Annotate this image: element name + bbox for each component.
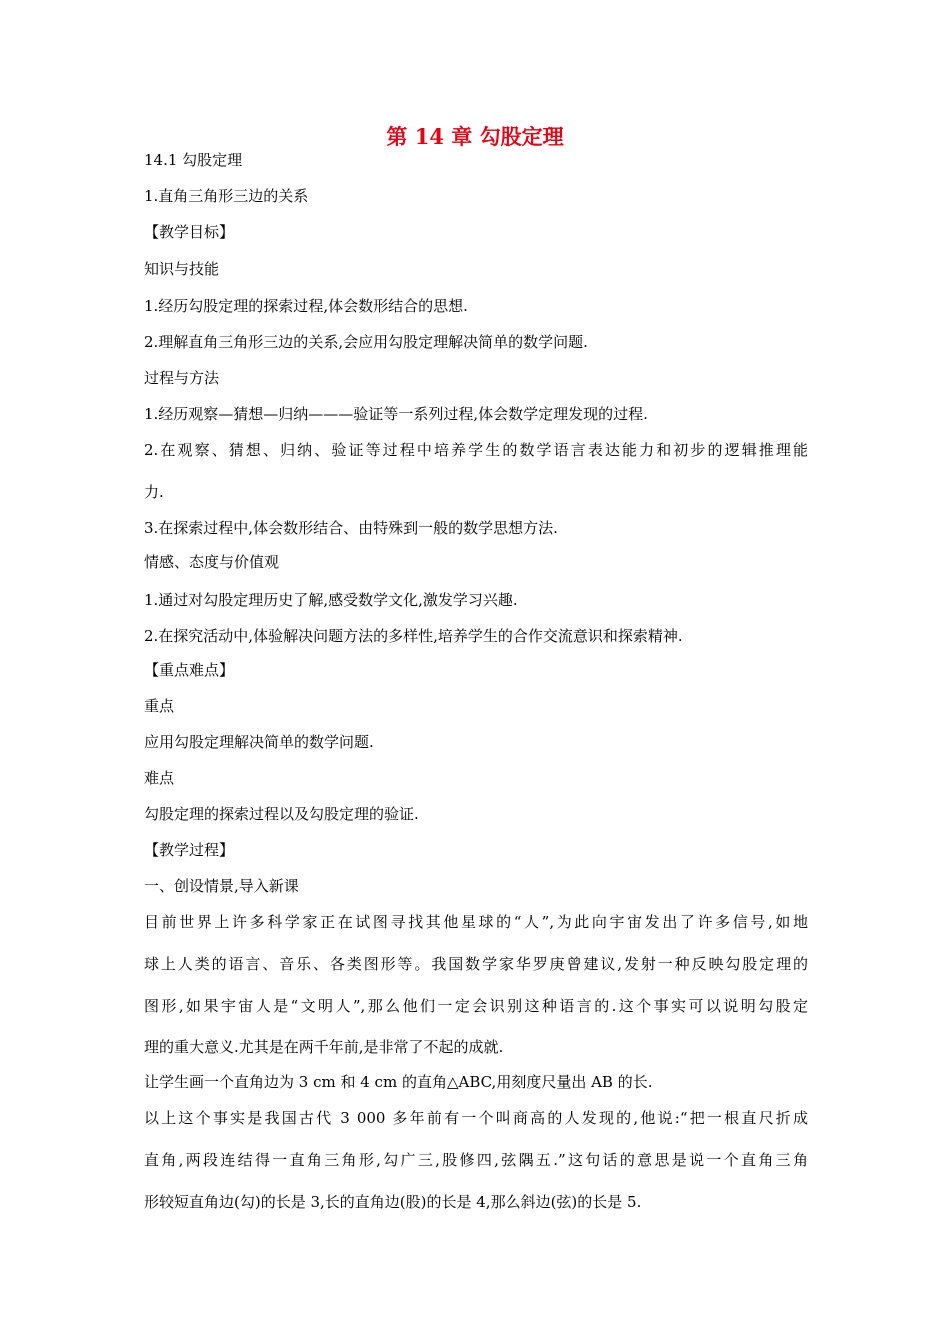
process-method-heading: 过程与方法 bbox=[144, 369, 220, 387]
text-line: 2.在探究活动中,体验解决问题方法的多样性,培养学生的合作交流意识和探索精神. bbox=[144, 627, 683, 645]
teaching-goals-heading: 【教学目标】 bbox=[144, 223, 235, 241]
teaching-process-heading: 【教学过程】 bbox=[144, 841, 235, 859]
knowledge-skills-heading: 知识与技能 bbox=[144, 260, 220, 278]
text-line: 1.通过对勾股定理历史了解,感受数学文化,激发学习兴趣. bbox=[144, 591, 518, 609]
subsection-heading: 1.直角三角形三边的关系 bbox=[144, 187, 309, 205]
text-line: 3.在探索过程中,体会数形结合、由特殊到一般的数学思想方法. bbox=[144, 519, 558, 537]
chapter-title: 第 14 章 勾股定理 bbox=[386, 124, 564, 149]
text-line: 形较短直角边(勾)的长是 3,长的直角边(股)的长是 4,那么斜边(弦)的长是 5. bbox=[144, 1193, 642, 1211]
key-point-heading: 重点 bbox=[144, 697, 175, 715]
text-line: 理的重大意义.尤其是在两千年前,是非常了不起的成就. bbox=[144, 1038, 504, 1056]
text-line: 2.在观察、猜想、归纳、验证等过程中培养学生的数学语言表达能力和初步的逻辑推理能 bbox=[144, 441, 808, 459]
section-heading: 14.1 勾股定理 bbox=[144, 151, 243, 169]
step-heading: 一、创设情景,导入新课 bbox=[144, 877, 299, 895]
text-line: 球上人类的语言、音乐、各类图形等。我国数学家华罗庚曾建议,发射一种反映勾股定理的 bbox=[144, 955, 808, 973]
attitude-values-heading: 情感、态度与价值观 bbox=[144, 553, 280, 571]
text-line: 图形,如果宇宙人是“文明人”,那么他们一定会识别这种语言的.这个事实可以说明勾股定 bbox=[144, 997, 808, 1015]
text-line: 1.经历观察—猜想—归纳———验证等一系列过程,体会数学定理发现的过程. bbox=[144, 405, 648, 423]
text-line: 直角,两段连结得一直角三角形,勾广三,股修四,弦隅五.”这句话的意思是说一个直角三角 bbox=[144, 1151, 808, 1169]
key-difficult-heading: 【重点难点】 bbox=[144, 661, 235, 679]
text-line: 勾股定理的探索过程以及勾股定理的验证. bbox=[144, 805, 419, 823]
text-line: 让学生画一个直角边为 3 cm 和 4 cm 的直角△ABC,用刻度尺量出 AB 的长. bbox=[144, 1073, 653, 1091]
text-line: 1.经历勾股定理的探索过程,体会数形结合的思想. bbox=[144, 297, 468, 315]
text-line: 应用勾股定理解决简单的数学问题. bbox=[144, 733, 374, 751]
text-line: 以上这个事实是我国古代 3 000 多年前有一个叫商高的人发现的,他说:“把一根直尺折成 bbox=[144, 1109, 808, 1127]
text-line: 2.理解直角三角形三边的关系,会应用勾股定理解决简单的数学问题. bbox=[144, 333, 588, 351]
difficulty-heading: 难点 bbox=[144, 769, 175, 787]
text-line: 目前世界上许多科学家正在试图寻找其他星球的“人”,为此向宇宙发出了许多信号,如地 bbox=[144, 913, 808, 931]
text-line: 力. bbox=[144, 483, 164, 501]
